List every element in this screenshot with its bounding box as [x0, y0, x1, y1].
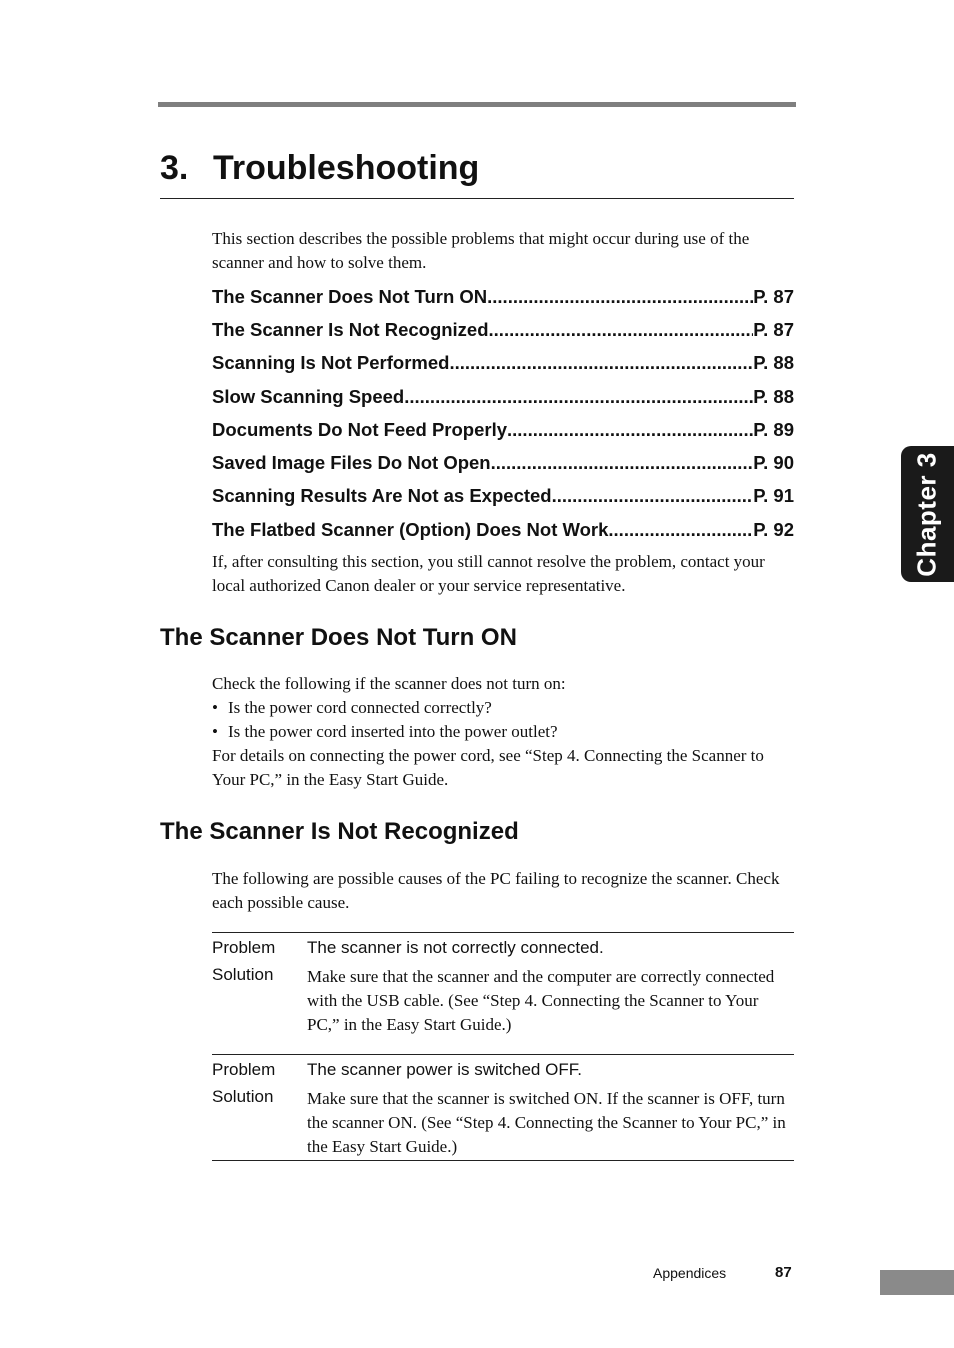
- problem-solution-block: [212, 932, 794, 1037]
- toc-item[interactable]: [212, 380, 794, 413]
- solution-text: Make sure that the scanner is switched ON. If the scanner is OFF, turn the scanner ON. (See “Step 4. Connecting the Scanner to Your PC,” in the Easy Start Guide.): [307, 1089, 786, 1156]
- toc-item-page: P. 87: [753, 285, 794, 307]
- toc-item-page: P. 90: [753, 452, 794, 474]
- toc-item-title: The Flatbed Scanner (Option) Does Not Work: [212, 518, 609, 540]
- section-details: For details on connecting the power cord, see “Step 4. Connecting the Scanner to Your PC,” in the Easy Start Guide.: [212, 746, 764, 789]
- chapter-side-tab-label: [901, 446, 954, 582]
- table-bottom-rule: [212, 1160, 794, 1161]
- solution-label: Solution: [212, 965, 274, 984]
- toc-leader-dots: [608, 519, 753, 541]
- toc-item-page: P. 92: [753, 518, 794, 540]
- toc-item-page: P. 88: [753, 352, 794, 374]
- problem-text: The scanner is not correctly connected.: [307, 938, 604, 957]
- chapter-title: [160, 146, 479, 190]
- top-rule: [158, 102, 796, 107]
- toc-item[interactable]: [212, 313, 794, 346]
- toc-item-title: Slow Scanning Speed: [212, 385, 405, 407]
- section-lead: Check the following if the scanner does not turn on:: [212, 674, 566, 693]
- footer-bar: [880, 1270, 954, 1295]
- chapter-title-text: Troubleshooting: [213, 149, 480, 187]
- problem-text: The scanner power is switched OFF.: [307, 1060, 582, 1079]
- section-body-not-turn-on: [212, 672, 797, 792]
- check-list: [212, 696, 797, 744]
- problem-row: [212, 935, 794, 961]
- toc-item[interactable]: [212, 513, 794, 546]
- toc-item-title: Scanning Results Are Not as Expected: [212, 485, 552, 507]
- section-intro-not-recognized: The following are possible causes of the PC failing to recognize the scanner. Check each possible cause.: [212, 869, 780, 912]
- block-divider: [212, 1054, 794, 1055]
- problem-label: Problem: [212, 1060, 276, 1079]
- toc-item-title: Documents Do Not Feed Properly: [212, 418, 508, 440]
- intro-paragraph: This section describes the possible problems that might occur during use of the scanner and how to solve them.: [212, 229, 750, 272]
- toc-item-page: P. 87: [753, 318, 794, 340]
- check-list-item-text: Is the power cord connected correctly?: [228, 698, 492, 717]
- toc-item-title: The Scanner Does Not Turn ON: [212, 285, 488, 307]
- problem-solution-block: [212, 1054, 794, 1159]
- toc-item[interactable]: [212, 413, 794, 446]
- toc-leader-dots: [491, 452, 754, 474]
- toc-item-page: P. 91: [753, 485, 794, 507]
- toc-item[interactable]: [212, 446, 794, 479]
- footer-section-name: Appendices: [653, 1265, 727, 1281]
- toc-item[interactable]: [212, 480, 794, 513]
- solution-row: [212, 965, 794, 1037]
- chapter-side-tab-text: Chapter 3: [912, 451, 943, 577]
- toc-leader-dots: [404, 386, 753, 408]
- toc-leader-dots: [449, 352, 753, 374]
- toc-item[interactable]: [212, 347, 794, 380]
- solution-row: [212, 1087, 794, 1159]
- toc-item-page: P. 89: [753, 418, 794, 440]
- solution-label: Solution: [212, 1087, 274, 1106]
- outro-paragraph: If, after consulting this section, you still cannot resolve the problem, contact your local authorized Canon dealer or your service representative.: [212, 552, 765, 595]
- problem-row: [212, 1057, 794, 1083]
- toc-list: [212, 280, 794, 546]
- section-heading-not-turn-on: The Scanner Does Not Turn ON: [160, 624, 517, 651]
- toc-leader-dots: [487, 286, 753, 308]
- toc-item-title: Scanning Is Not Performed: [212, 352, 450, 374]
- solution-text: Make sure that the scanner and the computer are correctly connected with the USB cable. (See “Step 4. Connecting the Scanner to Your PC,” in the Easy Start Guide.): [307, 967, 775, 1034]
- check-list-item-text: Is the power cord inserted into the power outlet?: [228, 722, 558, 741]
- check-list-item: [212, 720, 797, 744]
- block-divider: [212, 932, 794, 933]
- toc-item[interactable]: [212, 280, 794, 313]
- check-list-item: [212, 696, 797, 720]
- toc-item-page: P. 88: [753, 385, 794, 407]
- chapter-number: 3.: [160, 149, 189, 187]
- problem-label: Problem: [212, 938, 276, 957]
- toc-item-title: The Scanner Is Not Recognized: [212, 318, 489, 340]
- toc-leader-dots: [552, 485, 754, 507]
- bullet-icon: •: [212, 722, 218, 741]
- toc-leader-dots: [507, 419, 753, 441]
- footer-page-number: 87: [775, 1264, 792, 1281]
- bullet-icon: •: [212, 698, 218, 717]
- toc-item-title: Saved Image Files Do Not Open: [212, 452, 491, 474]
- title-underline: [160, 198, 794, 199]
- toc-leader-dots: [489, 319, 754, 341]
- section-heading-not-recognized: The Scanner Is Not Recognized: [160, 818, 519, 845]
